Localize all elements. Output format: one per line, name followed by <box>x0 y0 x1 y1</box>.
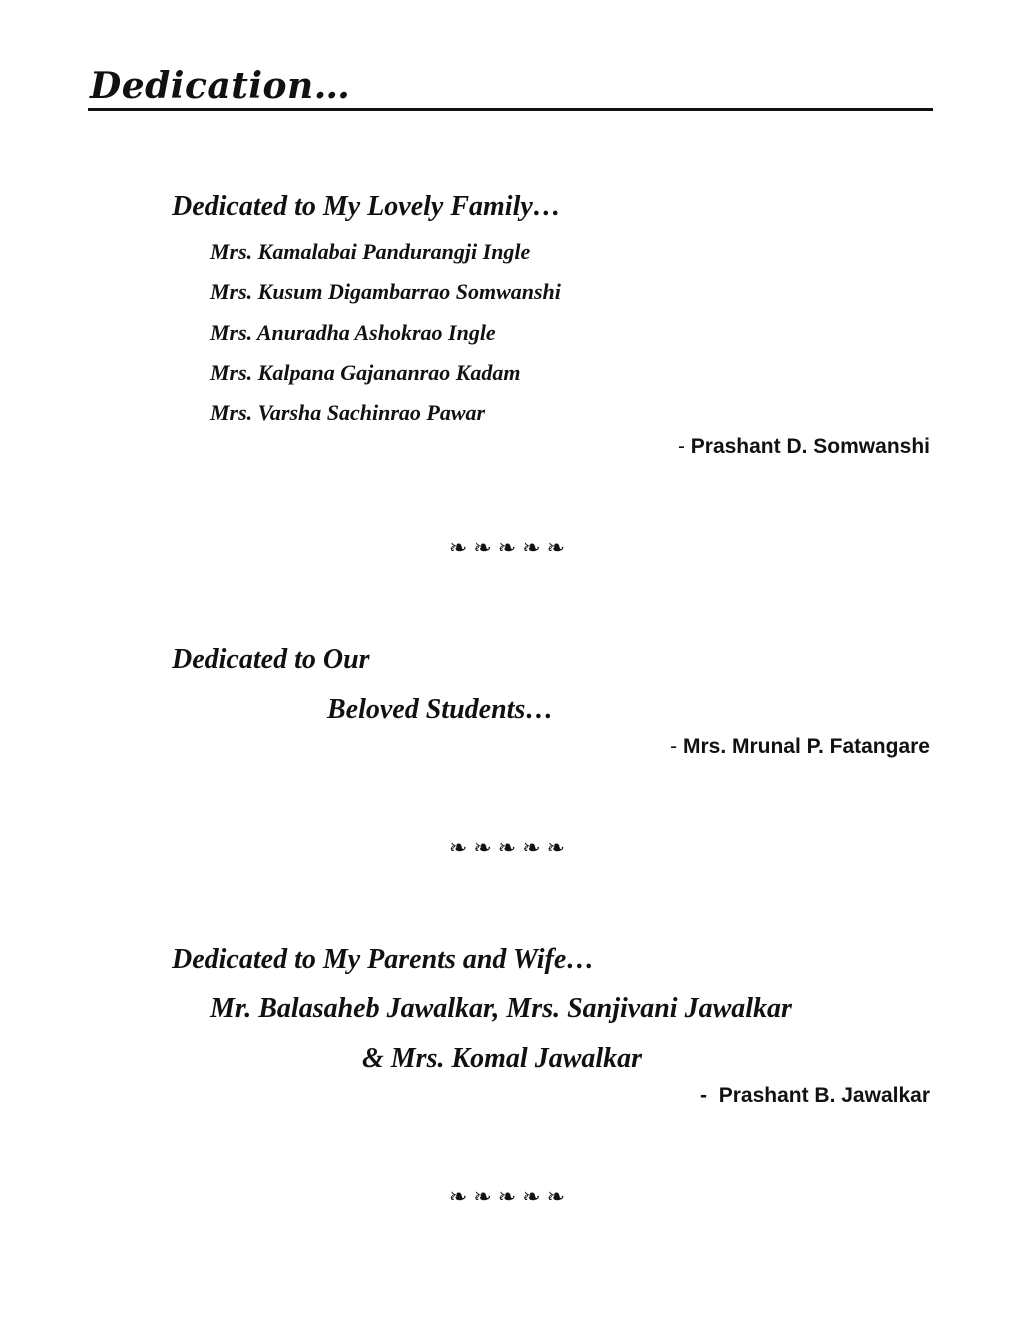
title-rule <box>88 108 933 111</box>
page-title: Dedication… <box>90 65 351 107</box>
section-heading-line1: Dedicated to Our <box>172 644 370 675</box>
section-heading: Dedicated to My Parents and Wife… <box>172 944 595 975</box>
ornament-divider: ❧❧❧❧❧ <box>448 836 572 861</box>
signature-line <box>700 1083 930 1109</box>
signature-dash: - <box>700 1084 719 1107</box>
signer-name: Prashant D. Somwanshi <box>690 435 930 458</box>
dedicatee-names-line2: & Mrs. Komal Jawalkar <box>362 1043 643 1074</box>
signature-dash: - <box>670 735 683 758</box>
section-heading: Dedicated to My Lovely Family… <box>172 191 561 222</box>
dedicatee-name: Mrs. Varsha Sachinrao Pawar <box>210 400 486 425</box>
ornament-divider: ❧❧❧❧❧ <box>448 536 572 561</box>
dedicatee-name: Mrs. Kusum Digambarrao Somwanshi <box>210 279 561 304</box>
signature-line <box>678 434 930 460</box>
signature-line <box>670 734 930 760</box>
section-heading-line2: Beloved Students… <box>327 694 554 725</box>
ornament-divider: ❧❧❧❧❧ <box>448 1185 572 1210</box>
dedicatee-names-line1: Mr. Balasaheb Jawalkar, Mrs. Sanjivani Jawalkar <box>210 993 792 1024</box>
signer-name: Prashant B. Jawalkar <box>718 1084 930 1107</box>
dedicatee-name: Mrs. Anuradha Ashokrao Ingle <box>210 320 496 345</box>
dedicatee-name: Mrs. Kalpana Gajananrao Kadam <box>210 360 521 385</box>
dedicatee-name: Mrs. Kamalabai Pandurangji Ingle <box>210 239 531 264</box>
signer-name: Mrs. Mrunal P. Fatangare <box>682 735 930 758</box>
signature-dash: - <box>677 435 691 458</box>
